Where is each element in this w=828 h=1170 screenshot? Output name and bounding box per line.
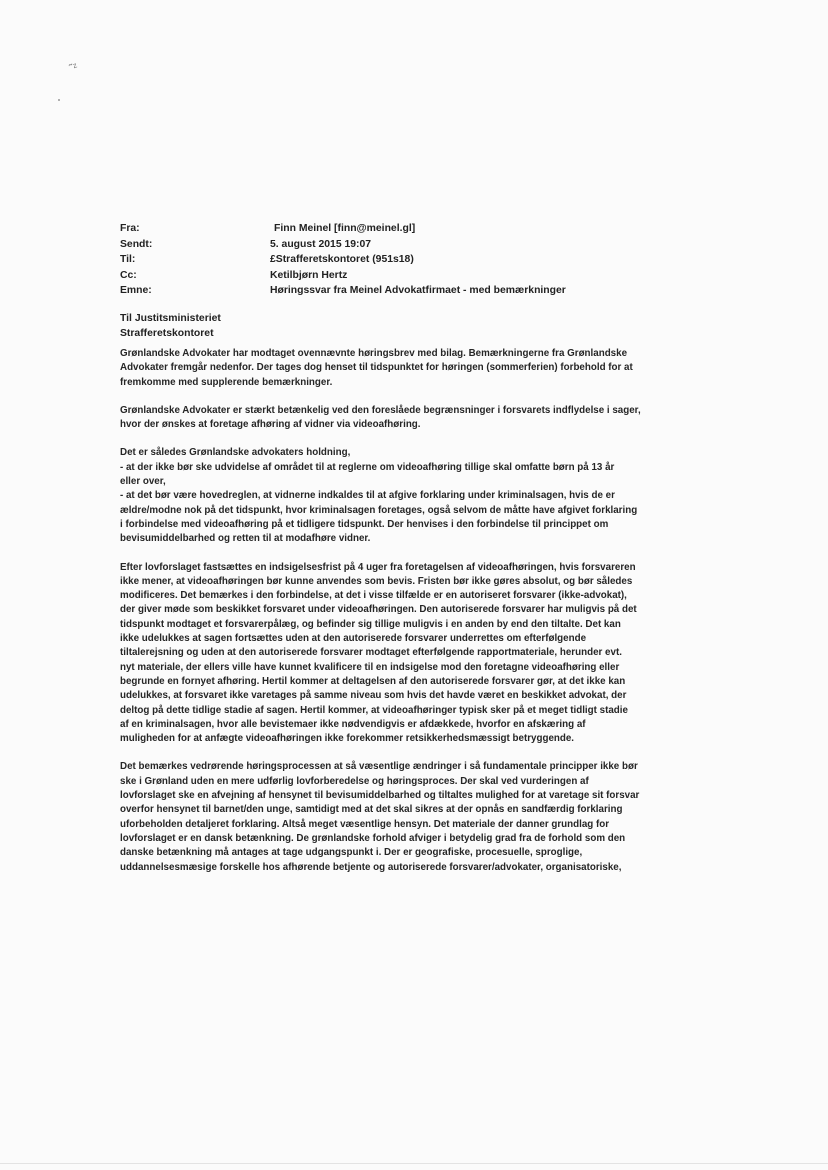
from-value: Finn Meinel [finn@meinel.gl] <box>274 223 416 234</box>
text-line: Grønlandske Advokater er stærkt betænkelig ved den foreslåede begrænsninger i forsvarets indflydelse i sager, <box>120 404 641 416</box>
text-line: Grønlandske Advokater har modtaget ovennævnte høringsbrev med bilag. Bemærkningerne fra Grønlandske <box>120 348 628 359</box>
text-line: muligheden for at anfægte videoafhøringen ikke forekommer retsikkerhedsmæssigt betryggende. <box>120 733 575 745</box>
text-line: fremkomme med supplerende bemærkninger. <box>120 376 333 388</box>
text-line: bevisumiddelbarhed og retten til at modafhøre vidner. <box>120 533 371 545</box>
recipient-address <box>120 311 620 341</box>
scan-artifact: ˜ᶻ <box>68 61 80 75</box>
text-line: ikke mener, at videoafhøringen bør kunne anvendes som bevis. Fristen bør ikke gøres absolut, og bør således <box>120 575 633 587</box>
text-line: deltog på dette tidlige stadie af sagen. Hertil kommer, at videoafhøringer typisk sker på et meget tidligt stadie <box>120 704 628 716</box>
text-line: eller over, <box>120 476 166 488</box>
text-line: lovforslaget ske en afvejning af hensynet til bevisumiddelbarhed og tiltaltes mulighed for at varetage sit forsvar <box>120 790 640 802</box>
text-line: - at der ikke bør ske udvidelse af området til at reglerne om videoafhøring tillige skal omfatte børn på 13 år <box>120 461 615 473</box>
text-line: Det bemærkes vedrørende høringsprocessen at så væsentlige ændringer i så fundamentale principper ikke bør <box>120 761 638 773</box>
from-label: Fra: <box>120 223 140 234</box>
text-line: uddannelsesmæsige forskelle hos afhørende betjente og autoriserede forsvarer/advokater, organisatoriske, <box>120 861 622 873</box>
text-line: ældre/modne nok på det tidspunkt, hvor kriminalsagen foretages, også selvom de måtte have afgivet forklaring <box>120 504 638 516</box>
text-line: uforbeholden detaljeret forklaring. Altså meget væsentlige hensyn. Det materiale der danner grundlag for <box>120 818 610 830</box>
header-subject-row <box>120 283 720 299</box>
paragraph-4 <box>120 561 700 747</box>
paragraph-5 <box>120 760 700 874</box>
paragraph-3 <box>120 446 700 546</box>
sent-label: Sendt: <box>120 238 153 250</box>
text-line: Det er således Grønlandske advokaters holdning, <box>120 447 351 459</box>
header-to-row <box>120 252 720 268</box>
text-line: begrunde en fornyet afhøring. Hertil kommer at deltagelsen af den autoriserede forsvarer gør, at det ikke kan <box>120 675 626 687</box>
text-line: lovforslaget er en dansk betænkning. De grønlandske forhold afviger i betydelig grad fra de forhold som den <box>120 832 626 844</box>
text-line: Advokater fremgår nedenfor. Der tages dog henset til tidspunktet for høringen (sommerferien) forbehold for at <box>120 362 633 374</box>
text-line: danske betænkning må antages at tage udgangspunkt i. Der er geografiske, procesuelle, sproglige, <box>120 847 583 859</box>
header-from-row <box>120 221 720 237</box>
text-line: i forbindelse med videoafhøring på et tidligere tidspunkt. Der henvises i den forbindelse til princippet om <box>120 518 609 530</box>
subject-label: Emne: <box>120 285 152 297</box>
text-line: ikke udelukkes at sagen fortsættes uden at den autoriserede forsvarer underrettes om efterfølgende <box>120 633 587 645</box>
text-line: nyt materiale, der ellers ville have kunnet kvalificere til en indsigelse mod den foretagne videoafhøring eller <box>120 661 620 673</box>
text-line: tidspunkt modtaget et forsvarerpålæg, og befinder sig tillige muligvis i en anden by end den tiltalte. Det kan <box>120 618 621 630</box>
text-line: ske i Grønland uden en mere udførlig lovforberedelse og høringsproces. Der skal ved vurderingen af <box>120 775 589 787</box>
cc-value: Ketilbjørn Hertz <box>270 269 348 281</box>
address-line-2: Strafferetskontoret <box>120 328 214 339</box>
cc-label: Cc: <box>120 269 137 281</box>
paragraph-1 <box>120 347 700 390</box>
subject-value: Høringssvar fra Meinel Advokatfirmaet - med bemærkninger <box>270 285 566 297</box>
email-header <box>120 221 720 299</box>
text-line: Efter lovforslaget fastsættes en indsigelsesfrist på 4 uger fra foretagelsen af videoafhøringen, hvis forsvareren <box>120 561 636 573</box>
to-value: £Strafferetskontoret (951s18) <box>270 254 414 266</box>
address-line-1: Til Justitsministeriet <box>120 313 221 324</box>
text-line: modificeres. Det bemærkes i den forbindelse, at det i visse tilfælde er en autoriseret forsvarer (ikke-advokat), <box>120 590 627 602</box>
paragraph-2 <box>120 404 700 433</box>
text-line: af en kriminalsagen, hvor alle bevistemaer ikke nødvendigvis er afdækkede, hvorfor en afskæring af <box>120 718 586 730</box>
text-line: hvor der ønskes at foretage afhøring af vidner via videoafhøring. <box>120 419 421 431</box>
scan-artifact-dot <box>58 99 60 101</box>
sent-value: 5. august 2015 19:07 <box>270 238 372 250</box>
to-label: Til: <box>120 254 136 266</box>
header-sent-row <box>120 237 720 253</box>
text-line: tiltalerejsning og uden at den autoriserede forsvarer modtaget efterfølgende rapportmateriale, herunder evt. <box>120 647 622 659</box>
scan-bottom-edge <box>0 1163 828 1164</box>
text-line: udelukkes, at forsvaret ikke varetages på samme niveau som hvis det havde været en beskikket advokat, der <box>120 690 627 702</box>
letter-body <box>120 347 700 889</box>
text-line: - at det bør være hovedreglen, at vidnerne indkaldes til at afgive forklaring under kriminalsagen, hvis de er <box>120 490 615 502</box>
text-line: der giver møde som beskikket forsvaret under videoafhøringen. Den autoriserede forsvarer har muligvis på det <box>120 604 637 616</box>
header-cc-row <box>120 268 720 284</box>
text-line: overfor hensynet til barnet/den unge, samtidigt med at det skal sikres at der opnås en sandfærdig forklaring <box>120 804 623 816</box>
